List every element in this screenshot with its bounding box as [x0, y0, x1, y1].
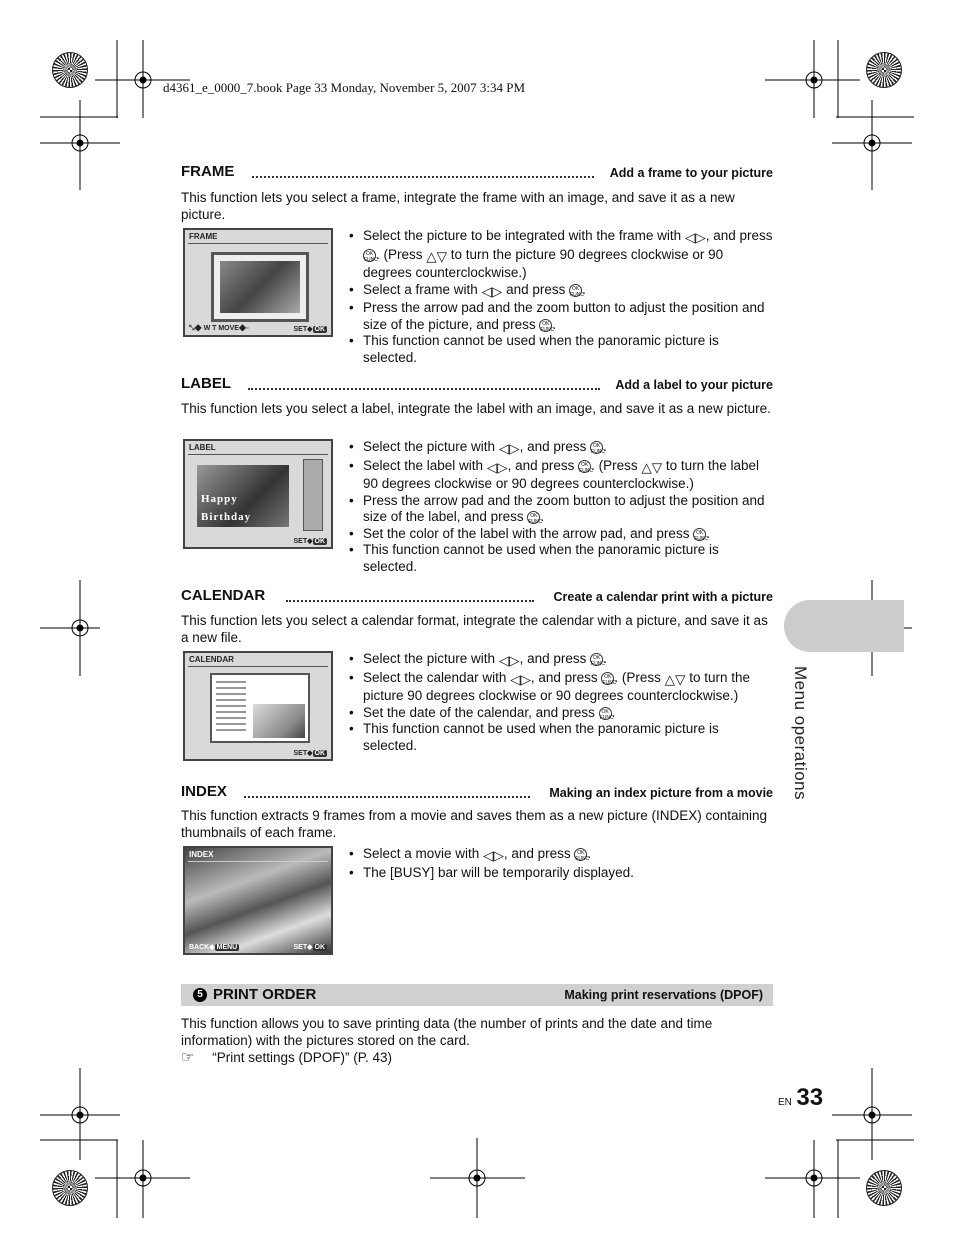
list-item: • Press the arrow pad and the zoom button to adjust the position and size of the picture, and press OK FUNC. [349, 300, 774, 333]
framed-photo [211, 252, 309, 322]
ok-func-button-icon: OK FUNC [591, 443, 606, 455]
ok-func-button-icon: OK FUNC [579, 461, 594, 474]
left-right-arrow-icon: ◁▷ [483, 848, 504, 863]
ok-func-button-icon: OK FUNC [540, 320, 555, 333]
label-photo: Happy Birthday [197, 465, 289, 527]
section-tab [784, 600, 904, 652]
list-item: • Select the picture with ◁▷, and press OK FUNC. [349, 651, 774, 670]
pointing-hand-icon: ☞ [181, 1049, 195, 1066]
left-right-arrow-icon: ◁▷ [498, 441, 520, 456]
frame-steps [349, 228, 774, 366]
frame-intro: This function lets you select a frame, integrate the frame with an image, and save it as a new picture. [181, 190, 735, 222]
print-order-title: PRINT ORDER [213, 986, 317, 1003]
left-right-arrow-icon: ◁▷ [481, 283, 503, 299]
frame-subtitle: Add a frame to your picture [609, 166, 773, 180]
calendar-screen: CALENDAR SET◆ OK [183, 651, 333, 761]
list-item: • Select a frame with ◁▷ and press OK FUNC. [349, 282, 774, 301]
left-right-arrow-icon: ◁▷ [684, 230, 706, 245]
list-item: • Press the arrow pad and the zoom button to adjust the position and size of the label, and press OK FUNC. [349, 493, 774, 526]
side-section-label: Menu operations [791, 666, 810, 801]
left-right-arrow-icon: ◁▷ [510, 671, 531, 687]
list-item: • Select the calendar with ◁▷, and press OK FUNC. (Press △▽ to turn the picture 90 degrees clockwise or 90 degrees counterclockwise.) [349, 670, 774, 705]
ok-func-button-icon: OK FUNC [575, 850, 590, 862]
list-item: • This function cannot be used when the panoramic picture is selected. [349, 542, 774, 575]
calendar-intro: This function lets you select a calendar format, integrate the calendar with a picture, and save it as a new file. [181, 613, 768, 645]
screen-caption: FRAME [189, 232, 218, 241]
arrow-pad-icon: ◆▫ [238, 325, 249, 332]
list-item: • Select the picture to be integrated with the frame with ◁▷, and press OK FUNC. (Press △▽ to turn the picture 90 degrees clockwise or 90 degrees counterclockwise.) [349, 228, 774, 282]
dot-leader [248, 388, 600, 390]
calendar-subtitle: Create a calendar print with a picture [553, 590, 773, 604]
frame-title: FRAME [181, 163, 235, 180]
label-intro: This function lets you select a label, integrate the label with an image, and save it as a new picture. [181, 401, 771, 416]
up-down-arrow-icon: △▽ [664, 671, 686, 687]
page-number: EN 33 [778, 1084, 824, 1111]
screen-caption: CALENDAR [189, 655, 234, 664]
list-item: • This function cannot be used when the panoramic picture is selected. [349, 333, 774, 366]
list-item: • Select a movie with ◁▷, and press OK FUNC. [349, 846, 774, 865]
screen-caption: LABEL [189, 443, 216, 452]
index-title: INDEX [181, 783, 227, 800]
left-right-arrow-icon: ◁▷ [486, 459, 508, 475]
index-intro: This function extracts 9 frames from a movie and saves them as a new picture (INDEX) containing thumbnails of each frame. [181, 808, 767, 840]
dot-leader [252, 176, 594, 178]
ok-func-button-icon: OK FUNC [570, 285, 584, 298]
ok-func-button-icon: OK FUNC [602, 673, 617, 686]
reference-link[interactable]: “Print settings (DPOF)” (P. 43) [212, 1050, 393, 1065]
list-item: • Select the label with ◁▷, and press OK FUNC. (Press △▽ to turn the label 90 degrees clockwise or 90 degrees counterclockwise.) [349, 458, 774, 493]
screen-caption: INDEX [189, 850, 214, 859]
list-item: • This function cannot be used when the panoramic picture is selected. [349, 721, 774, 754]
left-right-arrow-icon: ◁▷ [498, 653, 520, 668]
dot-leader [286, 600, 534, 602]
label-screen: LABEL Happy Birthday SET◆ OK [183, 439, 333, 549]
up-down-arrow-icon: △▽ [641, 459, 663, 475]
calendar-preview [210, 673, 310, 743]
index-subtitle: Making an index picture from a movie [549, 786, 773, 800]
ok-func-button-icon: OK FUNC [599, 708, 614, 721]
calendar-steps [349, 651, 774, 754]
list-item: • Set the date of the calendar, and press OK FUNC. [349, 705, 774, 722]
label-title: LABEL [181, 375, 231, 392]
ok-func-button-icon: OK FUNC [364, 250, 378, 263]
list-item: • The [BUSY] bar will be temporarily displayed. [349, 865, 774, 882]
label-selector [303, 459, 323, 531]
print-order-intro: This function allows you to save printing data (the number of prints and the date and time information) with the pictures stored on the card. [181, 1016, 713, 1048]
label-subtitle: Add a label to your picture [615, 378, 773, 392]
dot-leader [244, 796, 530, 798]
ok-func-button-icon: OK FUNC [694, 529, 709, 542]
ok-func-button-icon: OK FUNC [528, 513, 543, 525]
reference-line [181, 1048, 392, 1066]
frame-screen: FRAME ⤡◆ W T MOVE◆▫ SET◆ OK [183, 228, 333, 337]
circled-5-icon: 5 [193, 988, 207, 1002]
list-item: • Set the color of the label with the arrow pad, and press OK FUNC. [349, 526, 774, 543]
ok-func-button-icon: OK FUNC [591, 655, 606, 667]
index-steps [349, 846, 774, 881]
calendar-title: CALENDAR [181, 587, 266, 604]
print-order-subtitle: Making print reservations (DPOF) [564, 988, 763, 1002]
print-order-bar [181, 984, 773, 1006]
label-steps [349, 439, 774, 575]
up-down-arrow-icon: △▽ [426, 248, 448, 264]
index-screen: INDEX BACK◆ MENU SET◆ OK [183, 846, 333, 955]
book-header-line: d4361_e_0000_7.book Page 33 Monday, November 5, 2007 3:34 PM [163, 80, 526, 95]
zoom-icon: ⤡◆ [189, 325, 202, 332]
list-item: • Select the picture with ◁▷, and press OK FUNC. [349, 439, 774, 458]
